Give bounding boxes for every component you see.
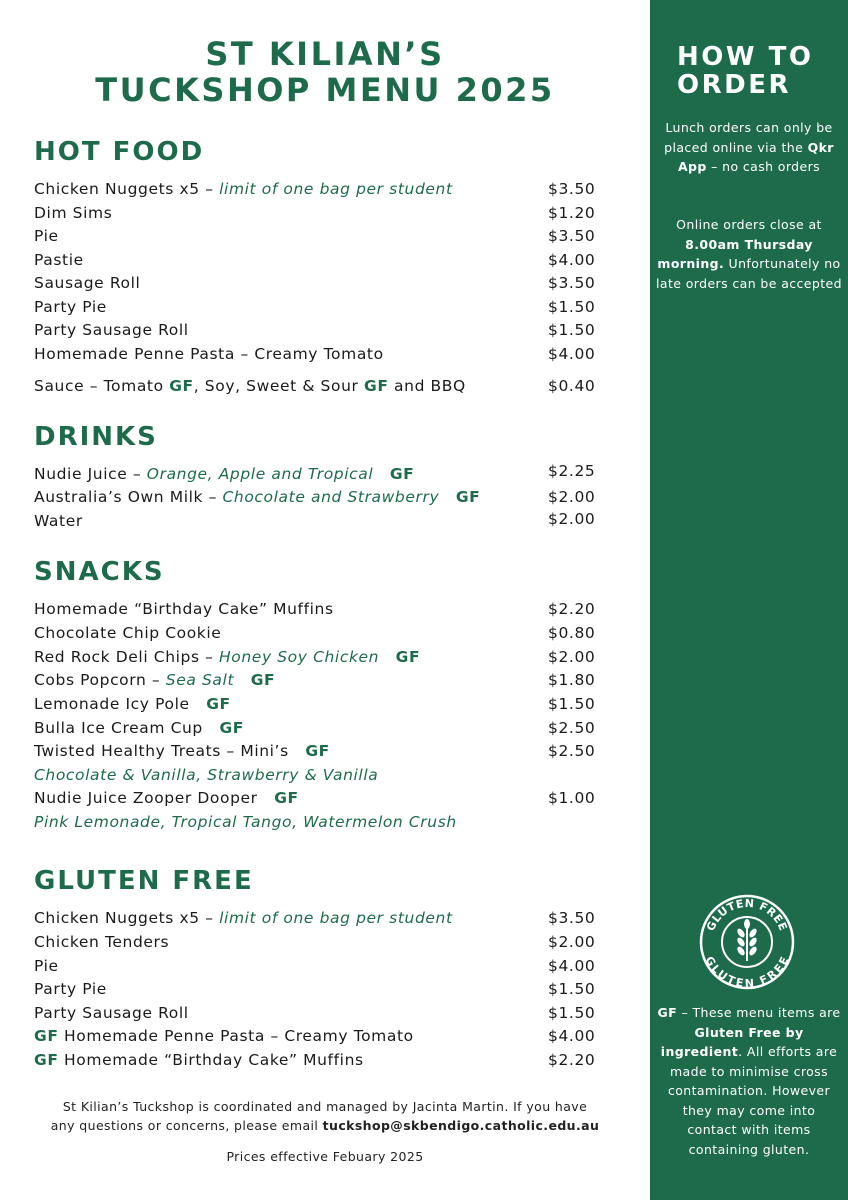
item-price: $3.50 bbox=[548, 180, 596, 198]
item-name: Twisted Healthy Treats – Mini’s bbox=[34, 742, 289, 760]
item-note: Chocolate and Strawberry bbox=[222, 488, 440, 506]
item-price: $1.50 bbox=[548, 980, 596, 998]
item-price: $2.20 bbox=[548, 600, 596, 618]
item-name-cont: , Soy, Sweet & Sour bbox=[193, 377, 365, 395]
item-flavours: Chocolate & Vanilla, Strawberry & Vanilla bbox=[34, 766, 379, 784]
menu-item bbox=[34, 906, 600, 930]
menu-item bbox=[34, 739, 600, 763]
footer-email-link[interactable]: tuckshop@skbendigo.catholic.edu.au bbox=[322, 1118, 600, 1133]
section-snacks-heading: SNACKS bbox=[34, 557, 165, 587]
item-name: Homemade Penne Pasta – Creamy Tomato bbox=[34, 345, 384, 363]
page-title-line1: ST KILIAN’S bbox=[205, 35, 445, 73]
gf-tag: GF bbox=[250, 671, 276, 689]
item-name: Chocolate Chip Cookie bbox=[34, 624, 222, 642]
menu-item bbox=[34, 621, 600, 645]
section-drinks-heading: DRINKS bbox=[34, 422, 158, 452]
sidebar-cutoff-time: 8.00am Thursday morning. bbox=[657, 236, 813, 271]
item-price: $3.50 bbox=[548, 274, 596, 292]
footer-prices-effective: Prices effective Febuary 2025 bbox=[226, 1149, 424, 1164]
item-price: $4.00 bbox=[548, 957, 596, 975]
menu-item bbox=[34, 485, 600, 509]
gf-tag: GF bbox=[395, 648, 421, 666]
menu-item bbox=[34, 1001, 600, 1025]
sidebar-text: . All efforts are made to minimise cross contamination. However they may come into contact with items containing gluten. bbox=[667, 1044, 838, 1157]
sidebar-text: Unfortunately no late orders can be accepted bbox=[656, 256, 842, 291]
sidebar-gf-emphasis: Gluten Free by ingredient bbox=[660, 1024, 804, 1059]
sidebar-text: – no cash orders bbox=[706, 159, 821, 174]
menu-item bbox=[34, 224, 600, 248]
menu-item bbox=[34, 692, 600, 716]
section-gluten-free-heading: GLUTEN FREE bbox=[34, 866, 254, 896]
menu-item bbox=[34, 271, 600, 295]
menu-item bbox=[34, 1024, 600, 1048]
item-name: Red Rock Deli Chips – bbox=[34, 648, 220, 666]
item-name: Party Sausage Roll bbox=[34, 1004, 189, 1022]
item-price: $0.40 bbox=[548, 377, 596, 395]
item-name: Party Sausage Roll bbox=[34, 321, 189, 339]
menu-item bbox=[34, 977, 600, 1001]
item-name: Bulla Ice Cream Cup bbox=[34, 719, 203, 737]
menu-item bbox=[34, 509, 600, 533]
gf-tag: GF bbox=[34, 1051, 59, 1069]
item-name-cont: and BBQ bbox=[388, 377, 466, 395]
gf-tag: GF bbox=[389, 465, 415, 483]
item-price: $1.20 bbox=[548, 204, 596, 222]
sidebar-order-info bbox=[656, 118, 842, 177]
gf-tag: GF bbox=[364, 377, 389, 395]
item-price: $2.20 bbox=[548, 1051, 596, 1069]
sidebar-text: – These menu items are bbox=[677, 1005, 841, 1020]
gf-tag: GF bbox=[169, 377, 194, 395]
sidebar-text: Lunch orders can only be placed online via the bbox=[664, 120, 833, 155]
item-name: Party Pie bbox=[34, 980, 107, 998]
menu-item bbox=[34, 1048, 600, 1072]
section-hot-food-heading: HOT FOOD bbox=[34, 137, 205, 167]
menu-item bbox=[34, 177, 600, 201]
item-price: $0.80 bbox=[548, 624, 596, 642]
wheat-icon bbox=[736, 919, 758, 961]
item-price: $1.50 bbox=[548, 298, 596, 316]
menu-item bbox=[34, 597, 600, 621]
item-name: Nudie Juice Zooper Dooper bbox=[34, 789, 258, 807]
item-note: Honey Soy Chicken bbox=[219, 648, 380, 666]
item-name: Sauce – Tomato bbox=[34, 377, 170, 395]
item-price: $2.00 bbox=[548, 488, 596, 506]
menu-item bbox=[34, 248, 600, 272]
badge-text-bottom: GLUTEN FREE bbox=[702, 954, 792, 991]
menu-item bbox=[34, 668, 600, 692]
item-note: Orange, Apple and Tropical bbox=[146, 465, 374, 483]
item-price: $2.00 bbox=[548, 510, 596, 528]
menu-item bbox=[34, 645, 600, 669]
item-price: $1.00 bbox=[548, 789, 596, 807]
item-price: $2.00 bbox=[548, 933, 596, 951]
item-flavours: Pink Lemonade, Tropical Tango, Watermelon Crush bbox=[34, 813, 457, 831]
item-name: Chicken Nuggets x5 – bbox=[34, 909, 220, 927]
badge-text-top: GLUTEN FREE bbox=[704, 896, 790, 933]
item-price: $1.50 bbox=[548, 695, 596, 713]
item-note: limit of one bag per student bbox=[219, 180, 453, 198]
item-price: $2.50 bbox=[548, 719, 596, 737]
sidebar-heading-line1: HOW TO bbox=[677, 42, 814, 72]
menu-item bbox=[34, 295, 600, 319]
item-note: limit of one bag per student bbox=[219, 909, 453, 927]
item-name: Sausage Roll bbox=[34, 274, 141, 292]
menu-item-sauce bbox=[34, 374, 600, 398]
item-name: Chicken Tenders bbox=[34, 933, 170, 951]
gf-tag: GF bbox=[657, 1005, 678, 1020]
menu-item bbox=[34, 318, 600, 342]
gf-tag: GF bbox=[34, 1027, 59, 1045]
item-name: Cobs Popcorn – bbox=[34, 671, 166, 689]
item-price: $4.00 bbox=[548, 251, 596, 269]
sidebar-cutoff-info bbox=[656, 215, 842, 293]
item-name: Pie bbox=[34, 227, 59, 245]
item-price: $4.00 bbox=[548, 1027, 596, 1045]
sidebar-text: Online orders close at bbox=[676, 217, 822, 232]
item-name: Lemonade Icy Pole bbox=[34, 695, 190, 713]
item-name: Nudie Juice – bbox=[34, 465, 147, 483]
item-name: Homemade “Birthday Cake” Muffins bbox=[34, 600, 334, 618]
item-price: $3.50 bbox=[548, 227, 596, 245]
menu-item bbox=[34, 954, 600, 978]
page-title-line2: TUCKSHOP MENU 2025 bbox=[95, 71, 555, 109]
item-price: $1.50 bbox=[548, 1004, 596, 1022]
menu-item bbox=[34, 342, 600, 366]
sidebar-qkr-app: Qkr App bbox=[677, 139, 834, 174]
item-name: Dim Sims bbox=[34, 204, 113, 222]
item-price: $2.25 bbox=[548, 462, 596, 480]
item-price: $4.00 bbox=[548, 345, 596, 363]
gf-tag: GF bbox=[274, 789, 299, 807]
footer-line2 bbox=[0, 1116, 650, 1135]
item-name: Chicken Nuggets x5 – bbox=[34, 180, 220, 198]
item-name: Water bbox=[34, 512, 83, 530]
item-price: $3.50 bbox=[548, 909, 596, 927]
menu-item bbox=[34, 786, 600, 810]
footer-line2-text: any questions or concerns, please email bbox=[50, 1118, 323, 1133]
gf-tag: GF bbox=[206, 695, 231, 713]
item-name: Australia’s Own Milk – bbox=[34, 488, 223, 506]
item-name: Pastie bbox=[34, 251, 84, 269]
menu-item bbox=[34, 462, 600, 486]
menu-item bbox=[34, 201, 600, 225]
sidebar-heading-line2: ORDER bbox=[677, 70, 791, 100]
menu-item bbox=[34, 716, 600, 740]
sidebar-gf-disclaimer bbox=[656, 1003, 842, 1159]
gf-tag: GF bbox=[219, 719, 244, 737]
item-price: $2.00 bbox=[548, 648, 596, 666]
item-name: Pie bbox=[34, 957, 59, 975]
item-price: $2.50 bbox=[548, 742, 596, 760]
item-name: Homemade Penne Pasta – Creamy Tomato bbox=[58, 1027, 414, 1045]
item-name: Party Pie bbox=[34, 298, 107, 316]
gf-tag: GF bbox=[305, 742, 330, 760]
item-name: Homemade “Birthday Cake” Muffins bbox=[58, 1051, 364, 1069]
footer-line1: St Kilian’s Tuckshop is coordinated and managed by Jacinta Martin. If you have bbox=[62, 1099, 588, 1114]
menu-item bbox=[34, 930, 600, 954]
gf-tag: GF bbox=[455, 488, 481, 506]
gluten-free-badge-icon bbox=[698, 893, 796, 991]
item-price: $1.50 bbox=[548, 321, 596, 339]
footer-contact bbox=[0, 1097, 650, 1135]
item-note: Sea Salt bbox=[165, 671, 235, 689]
item-price: $1.80 bbox=[548, 671, 596, 689]
